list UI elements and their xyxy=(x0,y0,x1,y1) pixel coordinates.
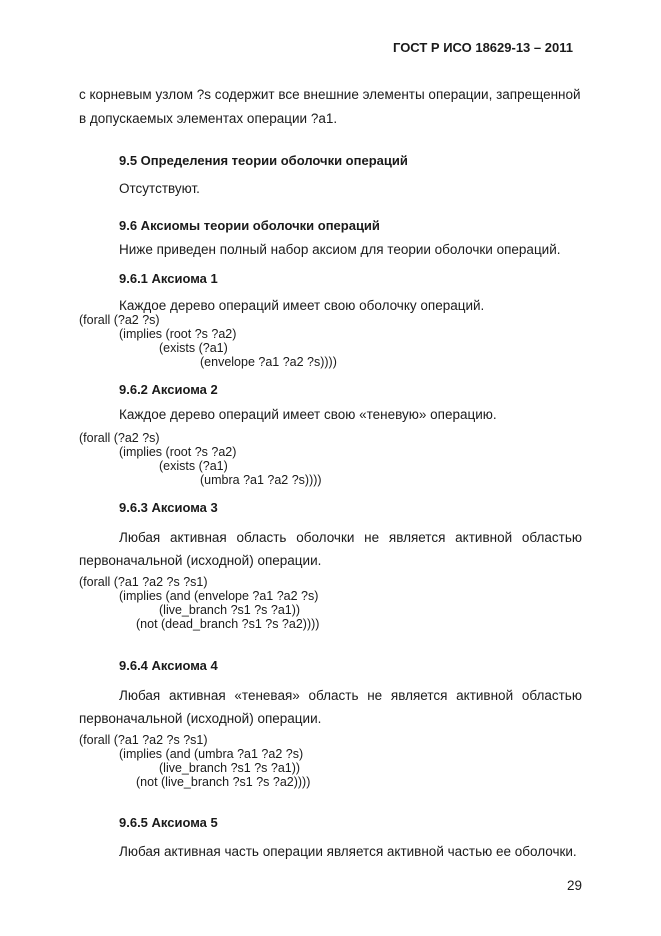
page-number: 29 xyxy=(567,878,583,893)
word: не xyxy=(367,688,383,703)
word: область xyxy=(236,530,287,545)
axiom-4-code-line: (live_branch ?s1 ?s ?a1)) xyxy=(159,761,301,775)
section-9-6-heading: 9.6 Аксиомы теории оболочки операций xyxy=(119,218,380,233)
axiom-3-code-line: (not (dead_branch ?s1 ?s ?a2)))) xyxy=(136,617,320,631)
word: Любая xyxy=(119,530,161,545)
word: активной xyxy=(456,688,514,703)
axiom-3-code-line: (live_branch ?s1 ?s ?a1)) xyxy=(159,603,301,617)
word: Любая xyxy=(119,688,161,703)
axiom-1-heading: 9.6.1 Аксиома 1 xyxy=(119,271,218,286)
intro-line-1: с корневым узлом ?s содержит все внешние элементы операции, запрещенной xyxy=(79,87,581,102)
word: является xyxy=(390,688,448,703)
axiom-4-text-line-1 xyxy=(119,688,582,704)
axiom-3-heading: 9.6.3 Аксиома 3 xyxy=(119,500,218,515)
axiom-2-heading: 9.6.2 Аксиома 2 xyxy=(119,382,218,397)
axiom-3-text-line-2: первоначальной (исходной) операции. xyxy=(79,553,322,568)
word: оболочки xyxy=(296,530,355,545)
axiom-2-code-line: (implies (root ?s ?a2) xyxy=(119,445,237,459)
axiom-1-code-line: (forall (?a2 ?s) xyxy=(79,313,160,327)
word: область xyxy=(308,688,359,703)
axiom-1-code-line: (exists (?a1) xyxy=(159,341,228,355)
axiom-4-code-line: (not (live_branch ?s1 ?s ?a2)))) xyxy=(136,775,311,789)
axiom-4-text-line-2: первоначальной (исходной) операции. xyxy=(79,711,322,726)
intro-line-2: в допускаемых элементах операции ?a1. xyxy=(79,111,338,126)
axiom-2-text: Каждое дерево операций имеет свою «теневую» операцию. xyxy=(119,407,497,422)
axiom-5-text: Любая активная часть операции является активной частью ее оболочки. xyxy=(119,844,577,859)
section-9-6-text: Ниже приведен полный набор аксиом для теории оболочки операций. xyxy=(119,242,561,257)
word: «теневая» xyxy=(234,688,300,703)
standard-designation: ГОСТ Р ИСО 18629-13 – 2011 xyxy=(393,40,573,55)
word: не xyxy=(364,530,380,545)
word: является xyxy=(388,530,446,545)
word: активная xyxy=(168,688,226,703)
axiom-1-code-line: (implies (root ?s ?a2) xyxy=(119,327,237,341)
axiom-2-code-line: (exists (?a1) xyxy=(159,459,228,473)
axiom-1-code-line: (envelope ?a1 ?a2 ?s)))) xyxy=(200,355,337,369)
word: областью xyxy=(521,688,582,703)
word: активная xyxy=(169,530,227,545)
axiom-2-code-line: (forall (?a2 ?s) xyxy=(79,431,160,445)
axiom-2-code-line: (umbra ?a1 ?a2 ?s)))) xyxy=(200,473,322,487)
axiom-4-heading: 9.6.4 Аксиома 4 xyxy=(119,658,218,673)
axiom-5-heading: 9.6.5 Аксиома 5 xyxy=(119,815,218,830)
word: областью xyxy=(521,530,582,545)
axiom-3-code-line: (implies (and (envelope ?a1 ?a2 ?s) xyxy=(119,589,319,603)
section-9-5-heading: 9.5 Определения теории оболочки операций xyxy=(119,153,408,168)
axiom-4-code-line: (implies (and (umbra ?a1 ?a2 ?s) xyxy=(119,747,304,761)
axiom-3-code-line: (forall (?a1 ?a2 ?s ?s1) xyxy=(79,575,208,589)
word: активной xyxy=(455,530,513,545)
section-9-5-text: Отсутствуют. xyxy=(119,181,200,196)
axiom-3-text-line-1 xyxy=(119,530,582,546)
axiom-1-text: Каждое дерево операций имеет свою оболочку операций. xyxy=(119,298,485,313)
axiom-4-code-line: (forall (?a1 ?a2 ?s ?s1) xyxy=(79,733,208,747)
